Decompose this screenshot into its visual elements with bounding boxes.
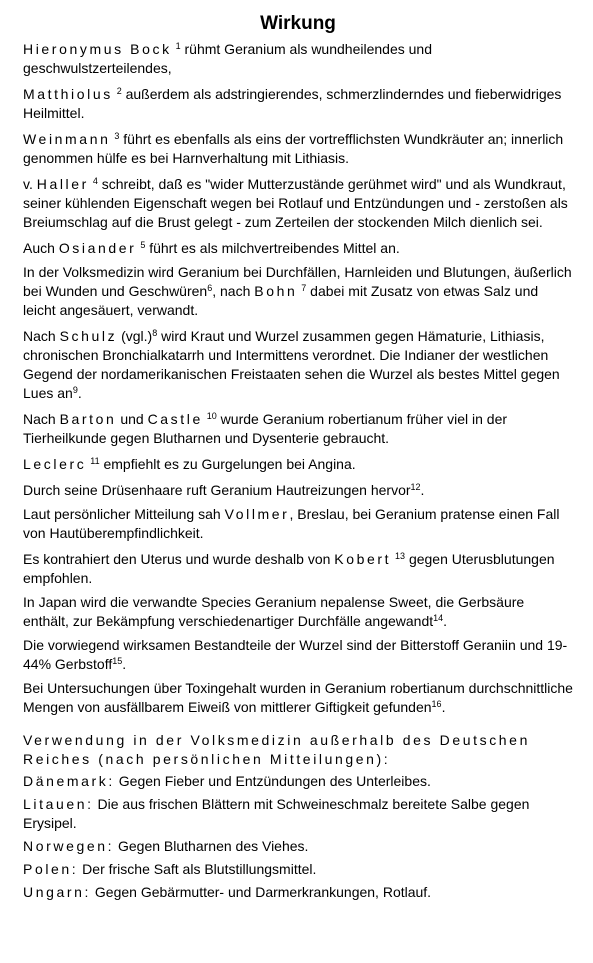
footnote-ref: 4 — [92, 176, 98, 186]
country-entry — [23, 837, 573, 856]
footnote-ref: 8 — [152, 328, 158, 338]
text-segment: Die vorwiegend wirksamen Bestandteile der Wurzel sind der Bitterstoff Geraniin und 19-44% Gerbstoff — [23, 637, 568, 672]
footnote-ref: 14 — [433, 613, 444, 623]
paragraph — [23, 550, 573, 588]
paragraph — [23, 481, 573, 500]
text-segment: wird Kraut und Wurzel zusammen gegen Hämaturie, Lithiasis, chronischen Bronchialkatarrh und Intermittens verordnet. Die Indianer der westlichen Gegend der nordamerikanischen Freistaaten sehen die Wurzel als bestes Mittel gegen Lues an — [23, 328, 560, 401]
country-usage: Gegen Gebärmutter- und Darmerkrankungen, Rotlauf. — [91, 884, 432, 900]
text-segment: . — [443, 613, 448, 629]
footnote-ref: 11 — [90, 456, 100, 466]
author-name: Barton — [59, 411, 117, 427]
paragraph — [23, 239, 573, 258]
country-name: Ungarn: — [23, 884, 92, 900]
country-name: Dänemark: — [23, 773, 115, 789]
text-segment: außerdem als adstringierendes, schmerzlinderndes und fieberwidriges Heilmittel. — [23, 86, 562, 121]
author-name: Osiander — [58, 240, 137, 256]
author-name: Leclerc — [23, 456, 87, 472]
author-name: Matthiolus — [23, 86, 113, 102]
text-segment: rühmt Geranium als wundheilendes und geschwulstzerteilendes, — [23, 41, 432, 76]
page-title: Wirkung — [260, 13, 336, 34]
text-segment: . — [122, 656, 127, 672]
author-name: Hieronymus Bock — [23, 41, 172, 57]
paragraph — [23, 455, 573, 474]
text-segment: gegen Uterusblutungen empfohlen. — [23, 551, 555, 586]
country-name: Polen: — [23, 861, 79, 877]
paragraph — [23, 505, 573, 543]
footnote-ref: 12 — [410, 482, 421, 492]
text-segment: (vgl.) — [117, 328, 153, 344]
country-usage: Der frische Saft als Blutstillungsmittel. — [78, 861, 317, 877]
country-name: Litauen: — [23, 796, 94, 812]
country-entry — [23, 772, 573, 791]
text-segment: , nach — [212, 283, 255, 299]
text-segment: v. — [23, 176, 37, 192]
paragraph — [23, 85, 573, 123]
footnote-ref: 1 — [175, 41, 181, 51]
footnote-ref: 5 — [140, 240, 146, 250]
footnote-ref: 9 — [72, 385, 78, 395]
text-segment: führt es ebenfalls als eins der vortrefflichsten Wundkräuter an; innerlich genommen hülfe es bei Harnverhaltung mit Lithiasis. — [23, 131, 564, 166]
paragraph — [23, 679, 573, 717]
author-name: Schulz — [59, 328, 118, 344]
author-name: Haller — [36, 176, 89, 192]
paragraph — [23, 593, 573, 631]
text-segment: und — [116, 411, 148, 427]
text-segment: dabei mit Zusatz von etwas Salz und leicht angesäuert, verwandt. — [23, 283, 539, 318]
text-segment: wurde Geranium robertianum früher viel in der Tierheilkunde gegen Blutharnen und Dysenterie gebraucht. — [23, 411, 508, 446]
text-segment: In der Volksmedizin wird Geranium bei Durchfällen, Harnleiden und Blutungen, äußerlich bei Wunden und Geschwüren — [23, 264, 572, 299]
footnote-ref: 16 — [431, 699, 442, 709]
country-entry — [23, 795, 573, 833]
paragraph — [23, 410, 573, 448]
text-segment: Nach — [23, 328, 60, 344]
author-name: Castle — [147, 411, 203, 427]
text-segment: Durch seine Drüsenhaare ruft Geranium Hautreizungen hervor — [23, 482, 411, 498]
footnote-ref: 3 — [114, 131, 120, 141]
paragraph — [23, 130, 573, 168]
text-segment: . — [77, 385, 82, 401]
paragraph — [23, 327, 573, 403]
footnote-ref: 2 — [116, 86, 122, 96]
body-paragraphs — [23, 40, 573, 717]
text-segment: Nach — [23, 411, 60, 427]
country-entry — [23, 860, 573, 879]
footnote-ref: 6 — [207, 283, 213, 293]
text-segment: . — [441, 699, 446, 715]
text-segment: Laut persönlicher Mitteilung sah — [23, 506, 225, 522]
footnote-ref: 10 — [206, 411, 217, 421]
paragraph — [23, 40, 573, 78]
text-segment: führt es als milchvertreibendes Mittel an. — [145, 240, 400, 256]
paragraph — [23, 175, 573, 232]
text-segment: . — [420, 482, 425, 498]
country-name: Norwegen: — [23, 838, 115, 854]
author-name: Vollmer — [224, 506, 290, 522]
footnote-ref: 13 — [395, 551, 406, 561]
country-usage: Die aus frischen Blättern mit Schweineschmalz bereitete Salbe gegen Erysipel. — [23, 796, 530, 831]
footnote-ref: 15 — [112, 656, 123, 666]
text-segment: Es kontrahiert den Uterus und wurde deshalb von — [23, 551, 335, 567]
author-name: Bohn — [254, 283, 298, 299]
country-entry — [23, 883, 573, 902]
author-name: Kobert — [334, 551, 392, 567]
section-heading: Verwendung in der Volksmedizin außerhalb des Deutschen Reiches (nach persönlichen Mitteilungen): — [23, 732, 530, 767]
text-segment: empfiehlt es zu Gurgelungen bei Angina. — [99, 456, 356, 472]
country-usage: Gegen Blutharnen des Viehes. — [114, 838, 309, 854]
text-segment: Auch — [23, 240, 59, 256]
paragraph — [23, 636, 573, 674]
paragraph — [23, 263, 573, 320]
text-segment: , Breslau, bei Geranium pratense einen Fall von Hautüberempfindlichkeit. — [23, 506, 560, 541]
text-segment: schreibt, daß es "wider Mutterzustände gerühmet wird" und als Wundkraut, seiner kühlenden Eigenschaft wegen bei Rotlauf und Entzündungen und - zerstoßen als Breiumschlag auf die Brust gelegt - zum Zerteilen der stockenden Milch dienlich sei. — [23, 176, 568, 230]
text-segment: Bei Untersuchungen über Toxingehalt wurden in Geranium robertianum durchschnittliche Mengen von ausfällbarem Eiweiß von mittlerer Giftigkeit gefunden — [23, 680, 573, 715]
country-usage: Gegen Fieber und Entzündungen des Unterleibes. — [114, 773, 431, 789]
author-name: Weinmann — [23, 131, 111, 147]
text-segment: In Japan wird die verwandte Species Geranium nepalense Sweet, die Gerbsäure enthält, zur Bekämpfung verschiedenartiger Durchfälle angewandt — [23, 594, 525, 629]
footnote-ref: 7 — [301, 283, 307, 293]
country-list — [23, 772, 573, 902]
